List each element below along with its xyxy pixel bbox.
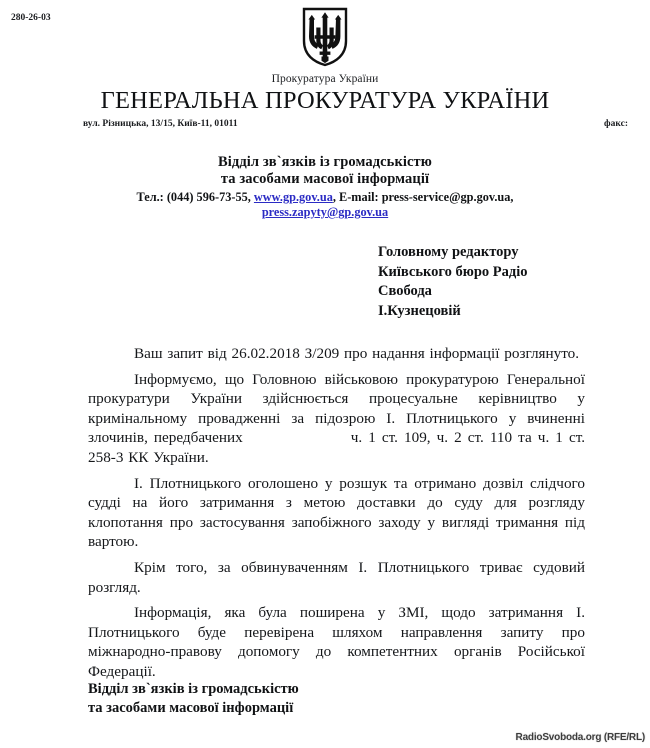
- department-name-line-2: та засобами масової інформації: [220, 171, 430, 187]
- addressee-line-2: Київського бюро Радіо: [378, 263, 528, 280]
- signature-line-2: та засобами масової інформації: [88, 699, 294, 716]
- department-block: [0, 154, 650, 220]
- fax-number: 280-26-03: [11, 13, 51, 23]
- ukrainian-tryzub-coat-of-arms-icon: [302, 7, 348, 67]
- paragraph-3: І. Плотницького оголошено у розшук та отримано дозвіл слідчого судді на його затримання з метою доставки до суду для розгляду клопотання про застосування запобіжного заходу у вигляді тримання під вартою.: [88, 474, 585, 551]
- watermark: RadioSvoboda.org (RFE/RL): [513, 731, 648, 744]
- address-line: вул. Різницька, 13/15, Київ-11, 01011: [83, 119, 238, 129]
- signature-line-1: Відділ зв`язків із громадськістю: [88, 681, 299, 697]
- organisation-title: ГЕНЕРАЛЬНА ПРОКУРАТУРА УКРАЇНИ: [100, 87, 550, 114]
- addressee-line-1: Головному редактору: [378, 244, 519, 260]
- addressee-block: [378, 243, 528, 321]
- signature-block: [88, 680, 299, 717]
- paragraph-2-part-2: ч. 1 ст. 109, ч. 2 ст. 110 та ч. 1 ст. 258-3 КК України.: [88, 429, 585, 466]
- contact-line: [0, 190, 650, 205]
- paragraph-5: Інформація, яка була поширена у ЗМІ, щодо затримання І. Плотницького буде перевірена шляхом направлення запиту про міжнародно-правову допомогу до компетентних органів Російської Федерації.: [88, 604, 585, 680]
- department-name-line-1: Відділ зв`язків із громадськістю: [218, 154, 432, 170]
- document-body: [88, 344, 585, 688]
- email-link[interactable]: press.zapyty@gp.gov.ua: [261, 205, 389, 219]
- paragraph-1: Ваш запит від 26.02.2018 З/209 про надання інформації розглянуто.: [134, 345, 580, 362]
- emblem-caption: Прокуратура України: [271, 73, 379, 85]
- contact-line-secondary: [0, 205, 650, 220]
- addressee-line-4: І.Кузнецовій: [378, 302, 461, 319]
- paragraph-2: [88, 370, 585, 468]
- paragraph-2-part-1: Інформуємо, що Головною військовою прокуратурою Генеральної прокуратури України здійснюється процесуальне керівництво у кримінальному провадженні за підозрою І. Плотницького у вчиненні злочинів, передбачених: [88, 370, 585, 447]
- website-link[interactable]: www.gp.gov.ua: [253, 190, 333, 204]
- emblem-container: [0, 0, 650, 85]
- paragraph-4: Крім того, за обвинуваченням І. Плотницького триває судовий розгляд.: [88, 558, 585, 596]
- fax-label: факс:: [604, 119, 628, 129]
- email-text: , E-mail: press-service@gp.gov.ua,: [332, 190, 514, 204]
- addressee-line-3: Свобода: [378, 283, 432, 299]
- address-row: [0, 119, 650, 132]
- phone-text: Тел.: (044) 596-73-55,: [136, 190, 254, 204]
